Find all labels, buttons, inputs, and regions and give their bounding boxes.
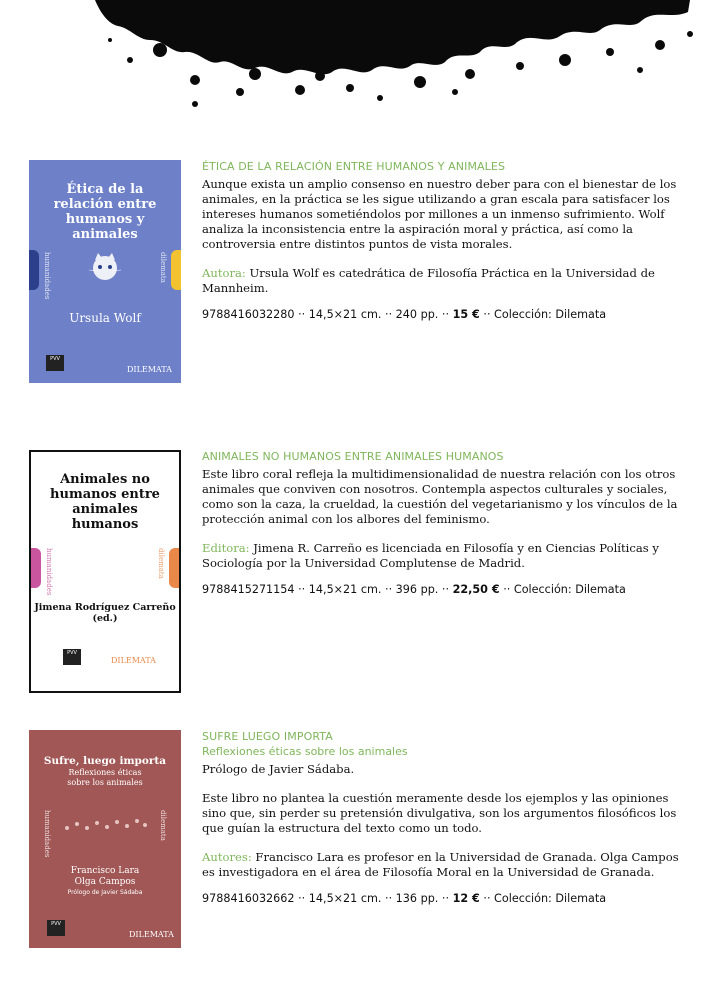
ink-splatter-decoration [0,0,701,120]
cover-publisher: DILEMATA [111,656,156,665]
cover-spine-left: humanidades [43,810,51,858]
publisher-logo-icon: PVV [47,920,65,936]
author-label: Autora: [202,266,246,280]
cover-tab-right [171,250,181,290]
paw-prints-icon [61,814,149,836]
specs: ·· 14,5×21 cm. ·· 240 pp. ·· [294,308,453,321]
cover-author-1: Francisco Lara [70,866,140,876]
cover-spine-right: dilemata [159,810,167,841]
book-author [202,541,682,571]
cover-title: Sufre, luego importa [43,755,167,767]
cover-prologue: Prólogo de Javier Sádaba [67,889,143,896]
book-meta [202,308,682,321]
book-title: SUFRE LUEGO IMPORTA [202,730,333,743]
book-title: ÉTICA DE LA RELACIÓN ENTRE HUMANOS Y ANIMALES [202,160,506,173]
specs: ·· 14,5×21 cm. ·· 396 pp. ·· [294,583,453,596]
price: 22,50 € [452,583,500,596]
cover-tab-left [29,250,39,290]
cover-subtitle: Reflexiones éticas sobre los animales [67,768,143,787]
isbn: 9788415271154 [202,583,295,596]
collection: ·· Colección: Dilemata [499,583,626,596]
cover-author: Jimena Rodríguez Carreño (ed.) [34,602,176,624]
cover-author: Ursula Wolf [69,311,141,325]
book-meta [202,892,682,905]
book-prologue: Prólogo de Javier Sádaba. [202,762,355,776]
cover-spine-right: dilemata [157,548,165,579]
cover-tab-left [31,548,41,588]
author-label: Autores: [202,850,252,864]
book-cover [29,730,181,948]
author-text: Ursula Wolf es catedrática de Filosofía Práctica en la Universidad de Mannheim. [202,266,655,295]
book-title: ANIMALES NO HUMANOS ENTRE ANIMALES HUMANOS [202,450,504,463]
isbn: 9788416032280 [202,308,295,321]
collection: ·· Colección: Dilemata [479,892,607,905]
specs: ·· 14,5×21 cm. ·· 136 pp. ·· [294,892,453,905]
collection: ·· Colección: Dilemata [479,308,607,321]
author-text: Francisco Lara es profesor en la Universidad de Granada. Olga Campos es investigadora en el área de Filosofía Moral en la Universidad de Granada. [202,850,679,879]
publisher-logo-icon: PVV [63,649,81,665]
cover-tab-right [169,548,179,588]
book-description: Este libro coral refleja la multidimensionalidad de nuestra relación con los otros animales que conviven con nosotros. Contempla aspectos culturales y sociales, como son la caza, la crueldad, la cuestión del vegetarianismo y los vínculos de la protección animal con los albores del feminismo. [202,467,678,526]
author-label: Editora: [202,541,250,555]
book-cover [29,160,181,383]
cover-spine-right: dilemata [159,252,167,283]
book-description: Este libro no plantea la cuestión meramente desde los ejemplos y las opiniones sino que, sin perder su pretensión divulgativa, son los argumentos filosóficos los que guían la estructura del texto como un todo. [202,791,677,835]
price: 12 € [452,892,480,905]
book-author [202,850,682,880]
publisher-logo-icon: PVV [46,355,64,371]
book-subtitle: Reflexiones éticas sobre los animales [202,745,408,758]
cover-title: Animales no humanos entre animales humanos [50,472,160,532]
isbn: 9788416032662 [202,892,295,905]
book-description: Aunque exista un amplio consenso en nuestro deber para con el bienestar de los animales, en la práctica se les sigue utilizando a gran escala para satisfacer los intereses humanos sometiéndolos por millones a un inmenso sufrimiento. Wolf analiza la inconsistencia entre la aspiración moral y práctica, así como la controversia entre distintos puntos de vista morales. [202,177,677,251]
book-meta [202,583,682,596]
cover-author-2: Olga Campos [74,877,136,887]
book-author [202,266,682,296]
cover-spine-left: humanidades [43,252,51,300]
cover-publisher: DILEMATA [129,930,174,939]
cover-title: Ética de la relación entre humanos y animales [53,182,157,242]
cover-spine-left: humanidades [45,548,53,596]
book-cover [29,450,181,693]
price: 15 € [452,308,480,321]
cover-publisher: DILEMATA [127,365,172,374]
cat-face-icon [88,252,122,282]
author-text: Jimena R. Carreño es licenciada en Filosofía y en Ciencias Políticas y Sociología por la Universidad Complutense de Madrid. [202,541,659,570]
